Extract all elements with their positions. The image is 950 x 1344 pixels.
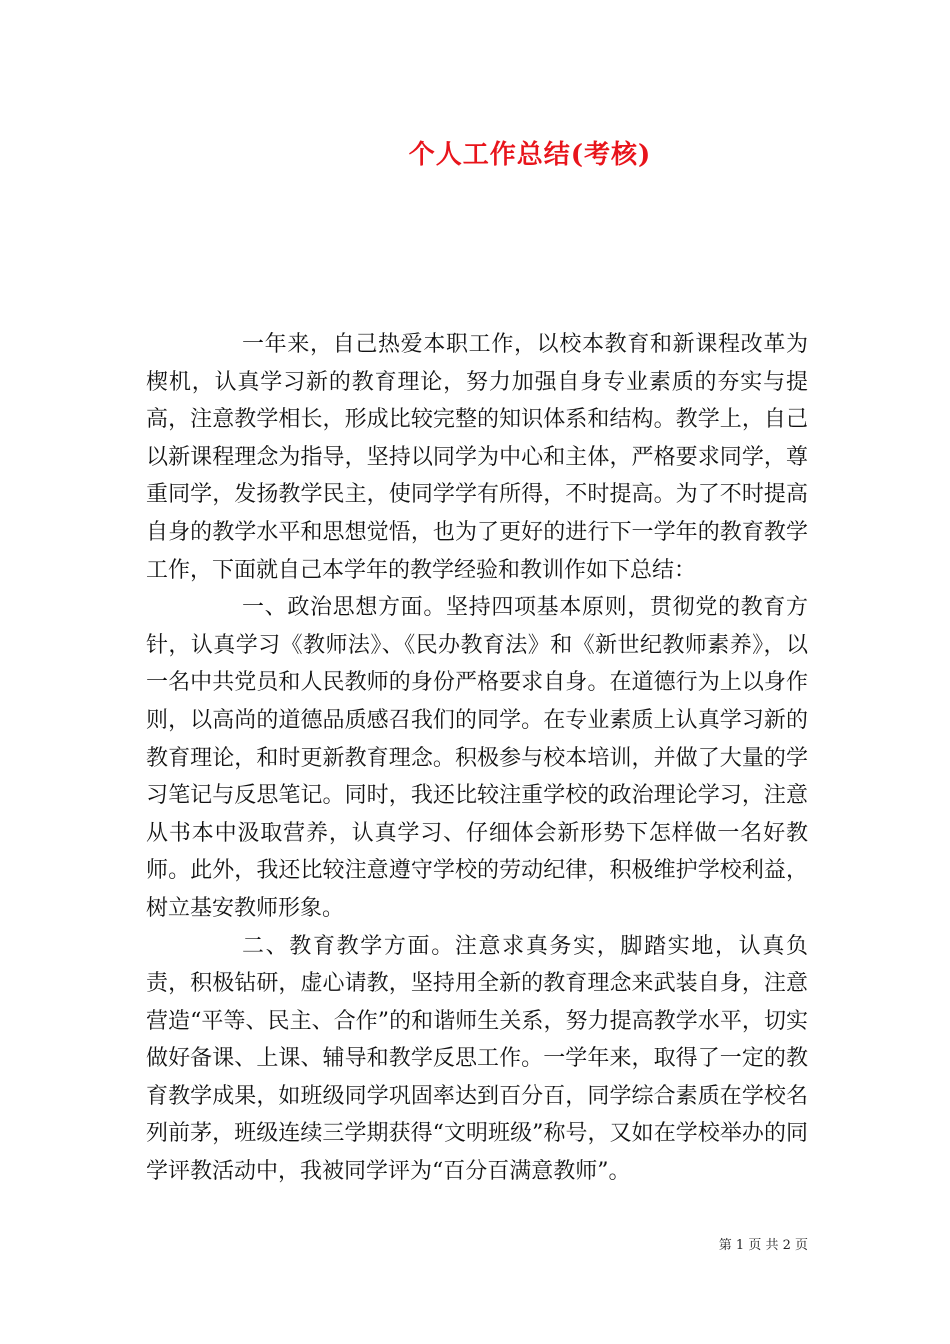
paragraph-political: 一、政治思想方面。坚持四项基本原则，贯彻党的教育方针，认真学习《教师法》、《民办教育法》和《新世纪教师素养》，以一名中共党员和人民教师的身份严格要求自身。在道德行为上以身作则，以高尚的道德品质感召我们的同学。在专业素质上认真学习新的教育理论，和时更新教育理念。积极参与校本培训，并做了大量的学习笔记与反思笔记。同时，我还比较注重学校的政治理论学习，注意从书本中汲取营养，认真学习、仔细体会新形势下怎样做一名好教师。此外，我还比较注意遵守学校的劳动纪律，积极维护学校利益，树立基安教师形象。	[146, 595, 808, 921]
document-body	[146, 326, 808, 1191]
document-title: 个人工作总结(考核)	[408, 140, 652, 170]
page-number-footer: 第 1 页 共 2 页	[718, 1238, 808, 1253]
paragraph-teaching: 二、教育教学方面。注意求真务实，脚踏实地，认真负责，积极钻研，虚心请教，坚持用全新的教育理念来武装自身，注意营造“平等、民主、合作”的和谐师生关系，努力提高教学水平，切实做好备课、上课、辅导和教学反思工作。一学年来，取得了一定的教育教学成果，如班级同学巩固率达到百分百，同学综合素质在学校名列前茅，班级连续三学期获得“文明班级”称号，又如在学校举办的同学评教活动中，我被同学评为“百分百满意教师”。	[146, 933, 808, 1185]
paragraph-intro: 一年来，自己热爱本职工作，以校本教育和新课程改革为楔机，认真学习新的教育理论，努力加强自身专业素质的夯实与提高，注意教学相长，形成比较完整的知识体系和结构。教学上，自己以新课程理念为指导，坚持以同学为中心和主体，严格要求同学，尊重同学，发扬教学民主，使同学学有所得，不时提高。为了不时提高自身的教学水平和思想觉悟，也为了更好的进行下一学年的教育教学工作，下面就自己本学年的教学经验和教训作如下总结：	[146, 332, 808, 583]
